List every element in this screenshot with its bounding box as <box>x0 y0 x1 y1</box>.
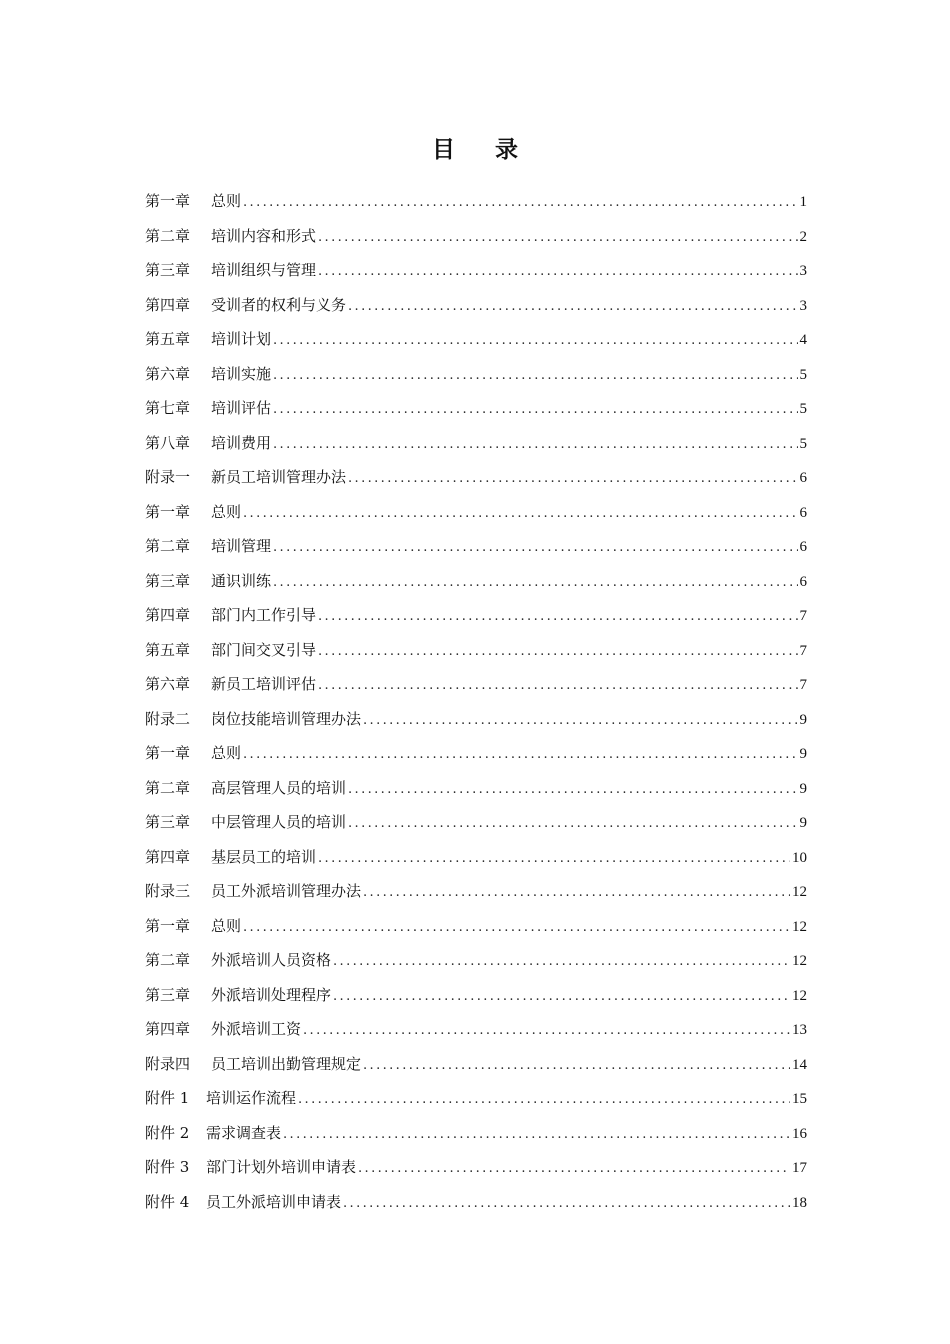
toc-entry-label: 附件 4 <box>145 1192 190 1211</box>
toc-leader-dots <box>333 945 790 980</box>
toc-entry[interactable] <box>145 564 807 599</box>
toc-entry-page-number: 10 <box>792 849 807 866</box>
toc-entry-text: 新员工培训管理办法 <box>211 468 347 486</box>
toc-leader-dots <box>318 221 797 256</box>
toc-leader-dots <box>363 876 790 911</box>
toc-entry[interactable] <box>145 598 807 633</box>
toc-entry-label: 第五章 <box>145 640 191 659</box>
toc-entry-text: 培训实施 <box>211 364 272 383</box>
toc-leader-dots <box>333 980 790 1015</box>
toc-leader-dots <box>343 1187 790 1222</box>
toc-entry-text: 培训组织与管理 <box>211 261 317 279</box>
toc-entry-page-number: 5 <box>799 435 807 452</box>
toc-entry[interactable] <box>145 909 807 944</box>
toc-entry[interactable] <box>145 460 807 495</box>
toc-leader-dots <box>318 600 797 635</box>
toc-entry-label: 第二章 <box>145 778 191 797</box>
toc-entry[interactable] <box>145 322 807 357</box>
toc-entry-page-number: 14 <box>792 1056 807 1073</box>
toc-entry-text: 部门内工作引导 <box>211 606 317 624</box>
toc-entry-text: 培训管理 <box>211 537 272 555</box>
toc-entry[interactable] <box>145 805 807 840</box>
toc-entry[interactable] <box>145 667 807 702</box>
toc-entry-text: 基层员工的培训 <box>211 847 317 866</box>
toc-entry[interactable] <box>145 978 807 1013</box>
toc-leader-dots <box>243 911 790 946</box>
toc-entry[interactable] <box>145 426 807 461</box>
toc-entry-label: 第一章 <box>145 502 191 521</box>
toc-leader-dots <box>348 807 797 842</box>
toc-entry[interactable] <box>145 529 807 564</box>
toc-entry-label: 第一章 <box>145 744 191 762</box>
toc-entry-text: 中层管理人员的培训 <box>211 813 347 831</box>
toc-entry-text: 外派培训处理程序 <box>211 985 332 1004</box>
toc-leader-dots <box>358 1152 790 1187</box>
toc-entry-text: 员工外派培训管理办法 <box>211 882 362 900</box>
toc-entry-page-number: 12 <box>792 918 807 935</box>
toc-entry-label: 第四章 <box>145 1020 191 1038</box>
toc-leader-dots <box>298 1083 790 1118</box>
toc-entry-page-number: 7 <box>799 642 807 659</box>
toc-entry-label: 第一章 <box>145 192 191 210</box>
toc-entry[interactable] <box>145 1150 807 1185</box>
toc-entry-page-number: 7 <box>799 608 807 624</box>
toc-leader-dots <box>318 635 797 670</box>
toc-entry-page-number: 9 <box>799 746 807 762</box>
toc-entry[interactable] <box>145 288 807 323</box>
toc-leader-dots <box>243 186 797 221</box>
toc-entry-label: 第六章 <box>145 364 191 383</box>
toc-entry-text: 岗位技能培训管理办法 <box>211 709 362 728</box>
toc-entry-text: 培训费用 <box>211 433 272 452</box>
toc-entry-page-number: 12 <box>792 884 807 900</box>
toc-entry-page-number: 6 <box>799 573 807 590</box>
toc-entry-label: 第三章 <box>145 813 191 831</box>
toc-entry-text: 培训运作流程 <box>206 1089 297 1107</box>
toc-entry-text: 总则 <box>211 192 242 210</box>
toc-leader-dots <box>273 428 797 463</box>
toc-leader-dots <box>273 359 797 394</box>
toc-entry-text: 员工外派培训申请表 <box>206 1192 342 1211</box>
toc-entry-text: 总则 <box>211 744 242 762</box>
toc-entry-text: 培训评估 <box>211 399 272 417</box>
toc-entry-text: 受训者的权利与义务 <box>211 295 347 314</box>
toc-entry[interactable] <box>145 1185 807 1220</box>
toc-entry-page-number: 3 <box>799 297 807 314</box>
toc-entry-page-number: 18 <box>792 1194 807 1211</box>
toc-entry-page-number: 5 <box>799 401 807 417</box>
toc-leader-dots <box>303 1014 790 1049</box>
toc-entry-page-number: 12 <box>792 953 807 969</box>
toc-entry-page-number: 5 <box>799 366 807 383</box>
toc-entry-text: 高层管理人员的培训 <box>211 778 347 797</box>
toc-entry-label: 附件 1 <box>145 1089 190 1107</box>
toc-entry-page-number: 2 <box>799 228 807 245</box>
toc-leader-dots <box>348 462 797 497</box>
toc-leader-dots <box>318 255 797 290</box>
toc-entry-page-number: 4 <box>799 332 807 348</box>
toc-entry-label: 附件 2 <box>145 1123 190 1142</box>
toc-entry-page-number: 16 <box>792 1125 807 1142</box>
toc-entry-page-number: 9 <box>799 815 807 831</box>
toc-entry-label: 附录四 <box>145 1054 191 1073</box>
toc-entry[interactable] <box>145 1116 807 1151</box>
toc-entry-label: 第一章 <box>145 916 191 935</box>
toc-leader-dots <box>273 531 797 566</box>
toc-entry-label: 第八章 <box>145 433 191 452</box>
toc-entry[interactable] <box>145 633 807 668</box>
toc-entry-text: 需求调查表 <box>206 1123 282 1142</box>
toc-entry-label: 第二章 <box>145 951 191 969</box>
toc-entry-label: 附录二 <box>145 709 191 728</box>
toc-entry-label: 第三章 <box>145 261 191 279</box>
toc-entry[interactable] <box>145 1047 807 1082</box>
toc-entry-page-number: 6 <box>799 539 807 555</box>
toc-leader-dots <box>363 704 797 739</box>
toc-entry-text: 总则 <box>211 916 242 935</box>
toc-entry-label: 第三章 <box>145 985 191 1004</box>
toc-entry-label: 附录三 <box>145 882 191 900</box>
toc-entry-page-number: 9 <box>799 780 807 797</box>
toc-leader-dots <box>348 773 797 808</box>
toc-entry-label: 第五章 <box>145 330 191 348</box>
toc-entry-text: 培训内容和形式 <box>211 226 317 245</box>
toc-entry-label: 第四章 <box>145 606 191 624</box>
toc-entry[interactable] <box>145 702 807 737</box>
toc-entry-text: 外派培训工资 <box>211 1020 302 1038</box>
toc-entry[interactable] <box>145 840 807 875</box>
toc-entry-label: 第三章 <box>145 571 191 590</box>
toc-entry-page-number: 7 <box>799 677 807 693</box>
toc-leader-dots <box>318 669 797 704</box>
toc-entry-label: 第四章 <box>145 295 191 314</box>
toc-entry-text: 部门计划外培训申请表 <box>206 1158 357 1176</box>
toc-entry-page-number: 6 <box>799 470 807 486</box>
toc-entry[interactable] <box>145 357 807 392</box>
toc-entry[interactable] <box>145 495 807 530</box>
toc-entry-label: 第七章 <box>145 399 191 417</box>
toc-entry[interactable] <box>145 736 807 771</box>
toc-entry-label: 附录一 <box>145 468 191 486</box>
toc-entry-text: 新员工培训评估 <box>211 675 317 693</box>
toc-entry-page-number: 17 <box>792 1160 807 1176</box>
toc-entry[interactable] <box>145 1081 807 1116</box>
toc-leader-dots <box>243 738 797 773</box>
toc-entry-text: 通识训练 <box>211 571 272 590</box>
toc-entry-label: 附件 3 <box>145 1158 190 1176</box>
toc-leader-dots <box>348 290 797 325</box>
toc-entry-text: 员工培训出勤管理规定 <box>211 1054 362 1073</box>
toc-entry-page-number: 15 <box>792 1091 807 1107</box>
toc-entry[interactable] <box>145 874 807 909</box>
toc-entry-text: 培训计划 <box>211 330 272 348</box>
toc-leader-dots <box>318 842 790 877</box>
toc-entry-label: 第四章 <box>145 847 191 866</box>
toc-entry-label: 第二章 <box>145 537 191 555</box>
toc-leader-dots <box>363 1049 790 1084</box>
toc-leader-dots <box>243 497 797 532</box>
toc-entry[interactable] <box>145 219 807 254</box>
toc-entry-page-number: 9 <box>799 711 807 728</box>
toc-entry[interactable] <box>145 253 807 288</box>
toc-entry-text: 总则 <box>211 502 242 521</box>
toc-entry-page-number: 12 <box>792 987 807 1004</box>
toc-leader-dots <box>273 324 797 359</box>
toc-leader-dots <box>283 1118 790 1153</box>
toc-list <box>145 184 807 1219</box>
toc-entry-label: 第六章 <box>145 675 191 693</box>
toc-entry-page-number: 6 <box>799 504 807 521</box>
toc-leader-dots <box>273 393 797 428</box>
toc-entry-text: 部门间交叉引导 <box>211 640 317 659</box>
toc-entry-label: 第二章 <box>145 226 191 245</box>
toc-entry[interactable] <box>145 391 807 426</box>
toc-entry[interactable] <box>145 184 807 219</box>
toc-title: 目录 <box>432 136 558 163</box>
toc-entry-page-number: 3 <box>799 263 807 279</box>
toc-entry-page-number: 13 <box>792 1022 807 1038</box>
toc-entry[interactable] <box>145 1012 807 1047</box>
toc-entry-page-number: 1 <box>799 194 807 210</box>
toc-entry-text: 外派培训人员资格 <box>211 951 332 969</box>
toc-leader-dots <box>273 566 797 601</box>
toc-entry[interactable] <box>145 771 807 806</box>
toc-entry[interactable] <box>145 943 807 978</box>
